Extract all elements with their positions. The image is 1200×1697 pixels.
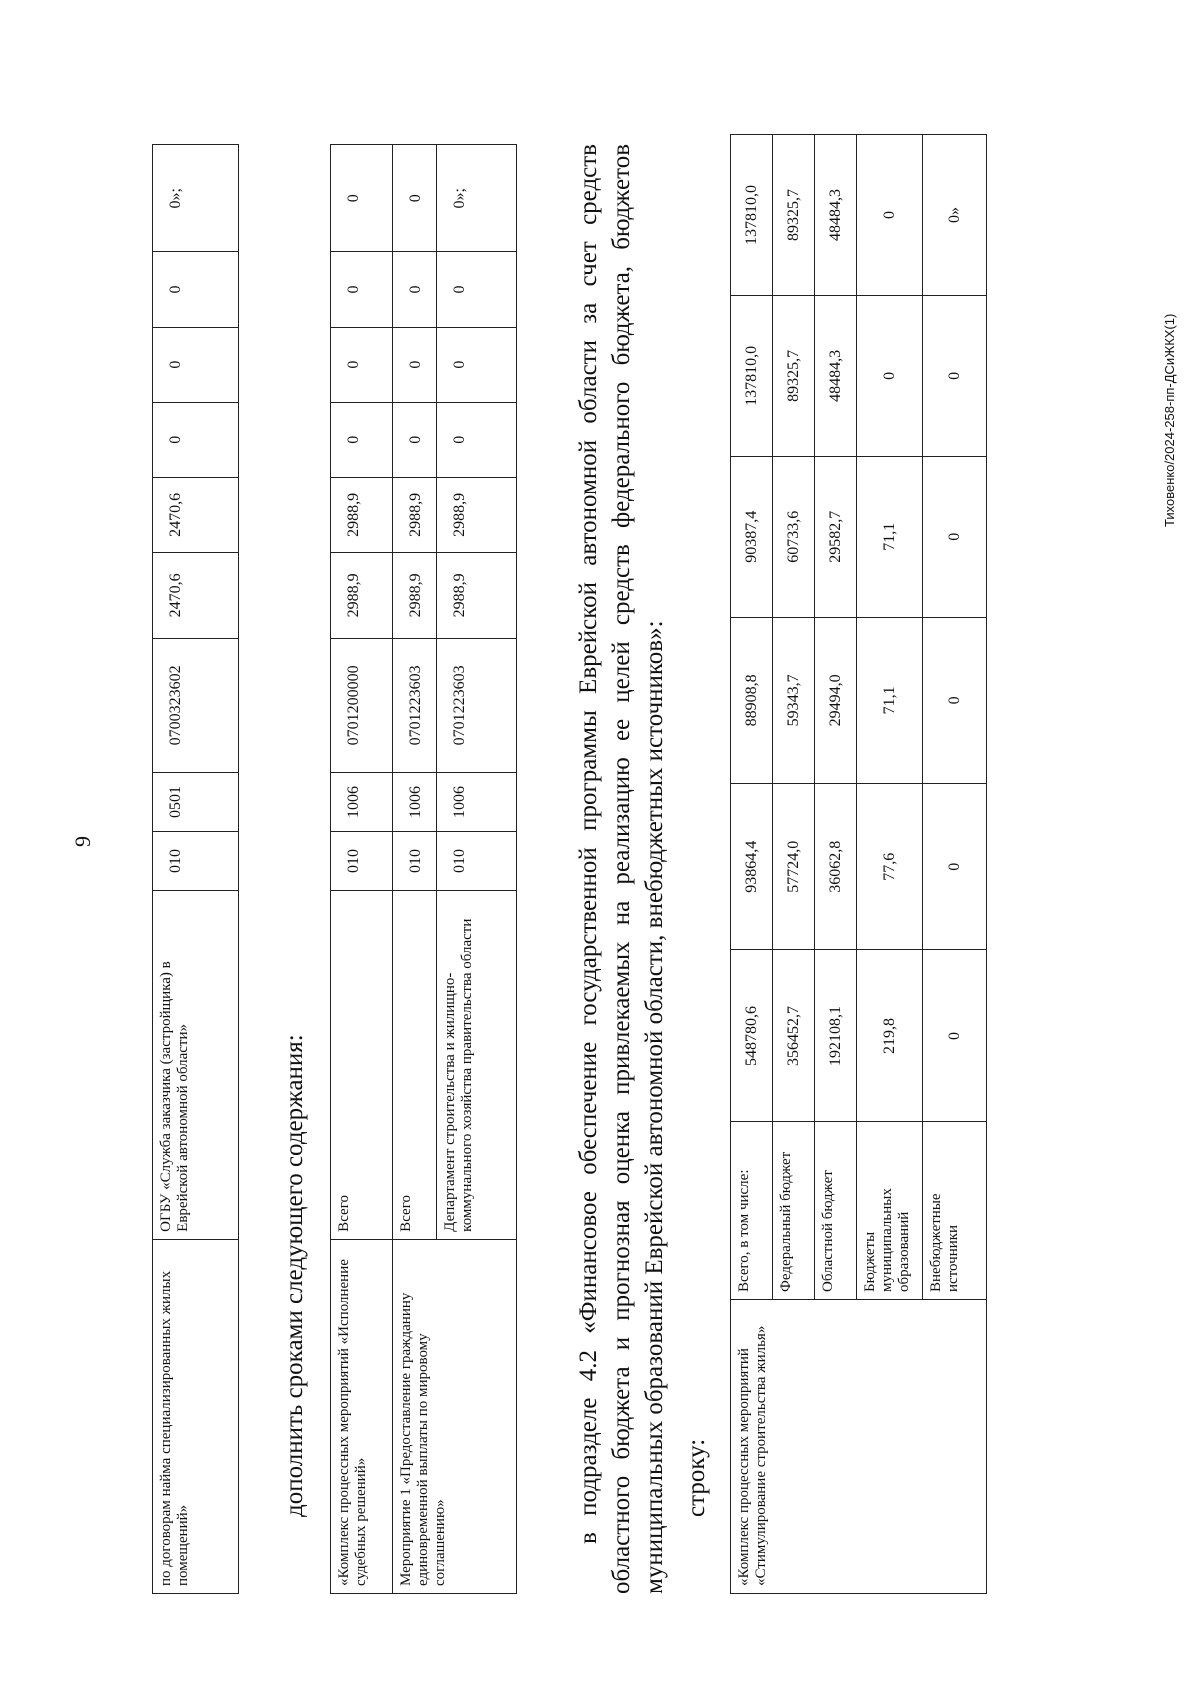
- table-cell: Внебюджетные источники: [923, 1122, 987, 1300]
- table-cell: 29582,7: [815, 456, 857, 617]
- table-cell: 0: [331, 327, 393, 402]
- table-row: [153, 145, 239, 1594]
- table-cell: ОГБУ «Служба заказчика (застройщика) в Еврейской автономной области»: [153, 890, 239, 1239]
- table-row: [393, 145, 437, 1594]
- table-cell: 0: [437, 402, 517, 477]
- paragraph-add-rows: дополнить сроками следующего содержания:: [281, 1034, 308, 1517]
- table-cell: 0»: [923, 135, 987, 296]
- table-cell: 010: [393, 831, 437, 890]
- table-cell: 0701223603: [437, 638, 517, 772]
- table-cell: 59343,7: [773, 617, 815, 783]
- table-cell: Всего: [393, 890, 437, 1239]
- table-cell: 137810,0: [731, 295, 773, 456]
- table-cell: 0501: [153, 772, 239, 831]
- table-cell: 0: [393, 252, 437, 327]
- table-cell: «Комплекс процессных мероприятий «Исполнение судебных решений»: [331, 1239, 393, 1593]
- table-cell: 137810,0: [731, 135, 773, 296]
- table-cell: 219,8: [857, 950, 923, 1122]
- table-cell: 548780,6: [731, 950, 773, 1122]
- table-cell: 36062,8: [815, 784, 857, 950]
- table-cell: 2988,9: [331, 477, 393, 552]
- program-cell: «Комплекс процессных мероприятий «Стимулирование строительства жилья»: [731, 1299, 987, 1593]
- table-cell: 71,1: [857, 456, 923, 617]
- table-housing-contracts: [152, 144, 239, 1594]
- document-code: Тиховенко/2024-258-пп-ДСиЖКХ(1): [1162, 313, 1177, 527]
- table-cell: по договорам найма специализированных жилых помещений»: [153, 1239, 239, 1593]
- table-cell: 90387,4: [731, 456, 773, 617]
- table-cell: 0: [857, 135, 923, 296]
- table-cell: 0: [923, 456, 987, 617]
- table-cell: 0: [923, 617, 987, 783]
- table-cell: Всего: [331, 890, 393, 1239]
- table-cell: 89325,7: [773, 295, 815, 456]
- table-financing: [730, 134, 987, 1594]
- table-cell: 71,1: [857, 617, 923, 783]
- table-cell: 0: [923, 295, 987, 456]
- table-cell: Департамент строительства и жилищно-коммунального хозяйства правительства области: [437, 890, 517, 1239]
- table-cell: 2988,9: [393, 552, 437, 638]
- table-cell: 89325,7: [773, 135, 815, 296]
- table-cell: 93864,4: [731, 784, 773, 950]
- table-cell: 0701223603: [393, 638, 437, 772]
- table-court-decisions: [330, 144, 517, 1594]
- table-cell: 010: [437, 831, 517, 890]
- table-cell: 0: [857, 295, 923, 456]
- table-cell: 0: [923, 784, 987, 950]
- table-cell: 2470,6: [153, 552, 239, 638]
- table-cell: 1006: [437, 772, 517, 831]
- table-cell: 0: [331, 252, 393, 327]
- table-cell: 29494,0: [815, 617, 857, 783]
- table-cell: 60733,6: [773, 456, 815, 617]
- table-cell: 0: [393, 402, 437, 477]
- table-cell: 0: [153, 402, 239, 477]
- table-cell: 010: [153, 831, 239, 890]
- table-cell: 0: [153, 252, 239, 327]
- table-cell: 0: [393, 327, 437, 402]
- table-cell: Мероприятие 1 «Предоставление гражданину единовременной выплаты по мировому соглашению»: [393, 1239, 517, 1593]
- table-row: [331, 145, 393, 1594]
- paragraph-line: строку:: [683, 1438, 710, 1517]
- table-cell: 0700323602: [153, 638, 239, 772]
- table-row: [731, 135, 773, 1594]
- table-cell: 0: [331, 145, 393, 252]
- table-cell: 356452,7: [773, 950, 815, 1122]
- table-cell: 88908,8: [731, 617, 773, 783]
- table-cell: 2988,9: [437, 477, 517, 552]
- table-cell: 0»;: [153, 145, 239, 252]
- table-cell: 0701200000: [331, 638, 393, 772]
- table-cell: 010: [331, 831, 393, 890]
- table-cell: 2470,6: [153, 477, 239, 552]
- table-cell: 1006: [331, 772, 393, 831]
- table-cell: 77,6: [857, 784, 923, 950]
- page-number: 9: [70, 836, 95, 847]
- table-cell: 0: [153, 327, 239, 402]
- table-cell: 48484,3: [815, 135, 857, 296]
- table-cell: 0: [437, 252, 517, 327]
- paragraph-subsection: в подразделе 4.2 «Финансовое обеспечение государственной программы Еврейской автономной области за счет средств областного бюджета и прогнозная оценка привлекаемых на реализацию ее целей средств федерального бюджета, бюджетов муниципальных образований Еврейской автономной области, внебюджетных источников»:: [575, 144, 668, 1594]
- table-cell: Областной бюджет: [815, 1122, 857, 1300]
- table-cell: 192108,1: [815, 950, 857, 1122]
- table-cell: 0: [923, 950, 987, 1122]
- table-cell: 0»;: [437, 145, 517, 252]
- table-cell: 2988,9: [437, 552, 517, 638]
- table-cell: 2988,9: [331, 552, 393, 638]
- table-cell: Всего, в том числе:: [731, 1122, 773, 1300]
- table-cell: 2988,9: [393, 477, 437, 552]
- table-cell: 48484,3: [815, 295, 857, 456]
- table-cell: 57724,0: [773, 784, 815, 950]
- table-cell: 0: [437, 327, 517, 402]
- table-cell: Бюджеты муниципальных образований: [857, 1122, 923, 1300]
- table-cell: 1006: [393, 772, 437, 831]
- table-cell: Федеральный бюджет: [773, 1122, 815, 1300]
- table-cell: 0: [393, 145, 437, 252]
- table-cell: 0: [331, 402, 393, 477]
